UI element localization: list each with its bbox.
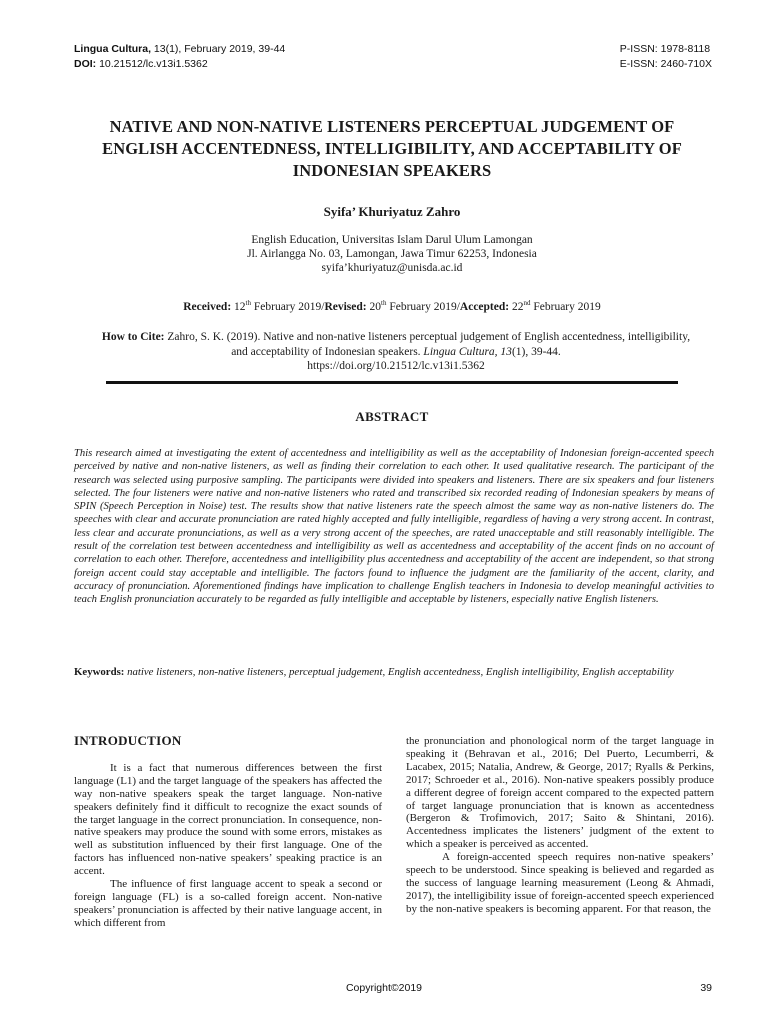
intro-paragraph-4: A foreign-accented speech requires non-native speakers’ speech to be understood. Since speaking is believed and regarded as the success of language learning measurement (Leong & Ahmadi, 2017), the intelligibility issue of foreign-accented speech experienced by the non-native speakers is becoming apparent. For that reason, the <box>406 851 714 915</box>
journal-header-right <box>620 42 712 72</box>
copyright: Copyright©2019 <box>345 982 423 994</box>
journal-header-left <box>74 42 285 72</box>
cite-journal: Lingua Cultura, 13 <box>423 345 512 358</box>
left-column <box>74 735 382 930</box>
received-sup: th <box>245 299 251 307</box>
abstract-text: This research aimed at investigating the extent of accentedness and intelligibility as well as the acceptability of Indonesian foreign-accented speech perceived by native and non-native listeners, as well as finding their correlation to each other. It used qualitative research. The participant of the research was selected using purposive sampling. The participants were divided into speakers and listeners. There are six speakers and four listeners selected. The four listeners were native and non-native listeners who rated and transcribed six recorded reading of Indonesian speakers by means of SPIN (Speech Perception in Noise) test. The results show that native listeners rate the speech almost the same way as non-native listeners do. The speeches with clear and accurate pronunciation are rated highly accepted and fully intelligible, regardless of having a very strong accent. In contrast, less clear and accurate pronunciations, as well as a very strong accent of the speeches, are rated unacceptable and still reasonably intelligible. The result of the correlation test between accentedness and intelligibility as well as accentedness and acceptability of the accent finds on no account of correlation to each other. Therefore, accentedness and intelligibility plus accentedness and acceptability of the accent are independent, so that strong foreign accent could stay acceptable and intelligible. The factors found to influence the judgment are the familiarity of the accent, clarity, and accuracy of pronunciation. Aforementioned findings have implication to challenge English teachers in Indonesia to develop meaningful activities to teach English pronunciation accurately to be regarded as fully intelligible and acceptable by listeners, especially native English listeners. <box>74 448 714 606</box>
keywords <box>74 665 714 679</box>
how-to-cite <box>96 330 696 374</box>
journal-issue: 13(1), February 2019, 39-44 <box>151 43 286 55</box>
accepted-label: Accepted: <box>459 300 510 313</box>
journal-name: Lingua Cultura, <box>74 43 151 55</box>
intro-paragraph-3: the pronunciation and phonological norm of the target language in speaking it (Behravan et al., 2016; Del Puerto, Lecumberri, & Lacabex, 2015; Natalia, Andrew, & George, 2017; Ryalls & Perkins, 2017; Schroeder et al., 2016). Non-native speakers possibly produce a different degree of foreign accent compared to the expected pattern of target language pronunciation that is known as accentedness (Bergeron & Trofimovich, 2017; Saito & Shintani, 2016). Accentedness implicates the listeners’ judgment of the extent to which a speaker is perceived as accented. <box>406 735 714 851</box>
doi-value[interactable]: 10.21512/lc.v13i1.5362 <box>96 58 208 70</box>
revised-date-rest: February 2019/ <box>386 300 460 313</box>
revised-day: 20 <box>366 300 381 313</box>
submission-dates <box>74 299 710 313</box>
author-email[interactable]: syifa’khuriyatuz@unisda.ac.id <box>321 262 463 274</box>
cite-text: Zahro, S. K. (2019). Native and non-native listeners perceptual judgement of English accentedness, intelligibility, and acceptability of Indonesian speakers. <box>164 331 691 358</box>
journal-citation-line <box>74 42 285 57</box>
keywords-text: native listeners, non-native listeners, perceptual judgement, English accentedness, English intelligibility, English acceptability <box>124 666 674 678</box>
doi-line <box>74 57 285 72</box>
keywords-label: Keywords: <box>74 666 125 678</box>
accepted-day: 22 <box>509 300 524 313</box>
accepted-date-rest: February 2019 <box>530 300 601 313</box>
introduction-heading: INTRODUCTION <box>74 733 182 748</box>
received-date-rest: February 2019/ <box>250 300 325 313</box>
intro-paragraph-2: The influence of first language accent to speak a second or foreign language (FL) is a so-called foreign accent. Non-native speakers’ pronunciation is affected by their native language accent, in which different from <box>74 878 382 929</box>
revised-label: Revised: <box>324 300 367 313</box>
abstract-heading: ABSTRACT <box>355 409 429 424</box>
affiliation <box>74 233 710 275</box>
accepted-sup: nd <box>523 299 531 307</box>
intro-paragraph-1: It is a fact that numerous differences between the first language (L1) and the target language of the speakers has affected the way non-native speakers speak the target language. Non-native speakers definitely find it difficult to recognize the exact sounds of the target language in the correct pronunciation. In consequence, non-native speakers may produce the sound with some errors, mistakes as well as substitution influenced by their first language. One of the factors has influenced non-native speakers’ speaking practice is an accent. <box>74 761 382 878</box>
cite-issue: (1), 39-44. <box>511 345 561 358</box>
cite-url[interactable]: https://doi.org/10.21512/lc.v13i1.5362 <box>307 360 485 372</box>
revised-sup: th <box>381 299 387 307</box>
doi-label: DOI: <box>74 58 97 70</box>
received-day: 12 <box>231 300 246 313</box>
eissn: E-ISSN: 2460-710X <box>619 58 712 70</box>
affiliation-institution: English Education, Universitas Islam Darul Ulum Lamongan <box>251 234 533 246</box>
right-column <box>406 735 714 916</box>
paper-title: NATIVE AND NON-NATIVE LISTENERS PERCEPTUAL JUDGEMENT OF ENGLISH ACCENTEDNESS, INTELLIGIBILITY, AND ACCEPTABILITY OF INDONESIAN SPEAKERS <box>102 117 682 180</box>
cite-label: How to Cite: <box>101 331 165 343</box>
affiliation-address: Jl. Airlangga No. 03, Lamongan, Jawa Timur 62253, Indonesia <box>247 248 537 260</box>
page-number: 39 <box>700 982 712 994</box>
author-name: Syifa’ Khuriyatuz Zahro <box>323 204 461 219</box>
pissn: P-ISSN: 1978-8118 <box>619 43 711 55</box>
received-label: Received: <box>183 300 232 313</box>
section-divider <box>106 381 678 384</box>
